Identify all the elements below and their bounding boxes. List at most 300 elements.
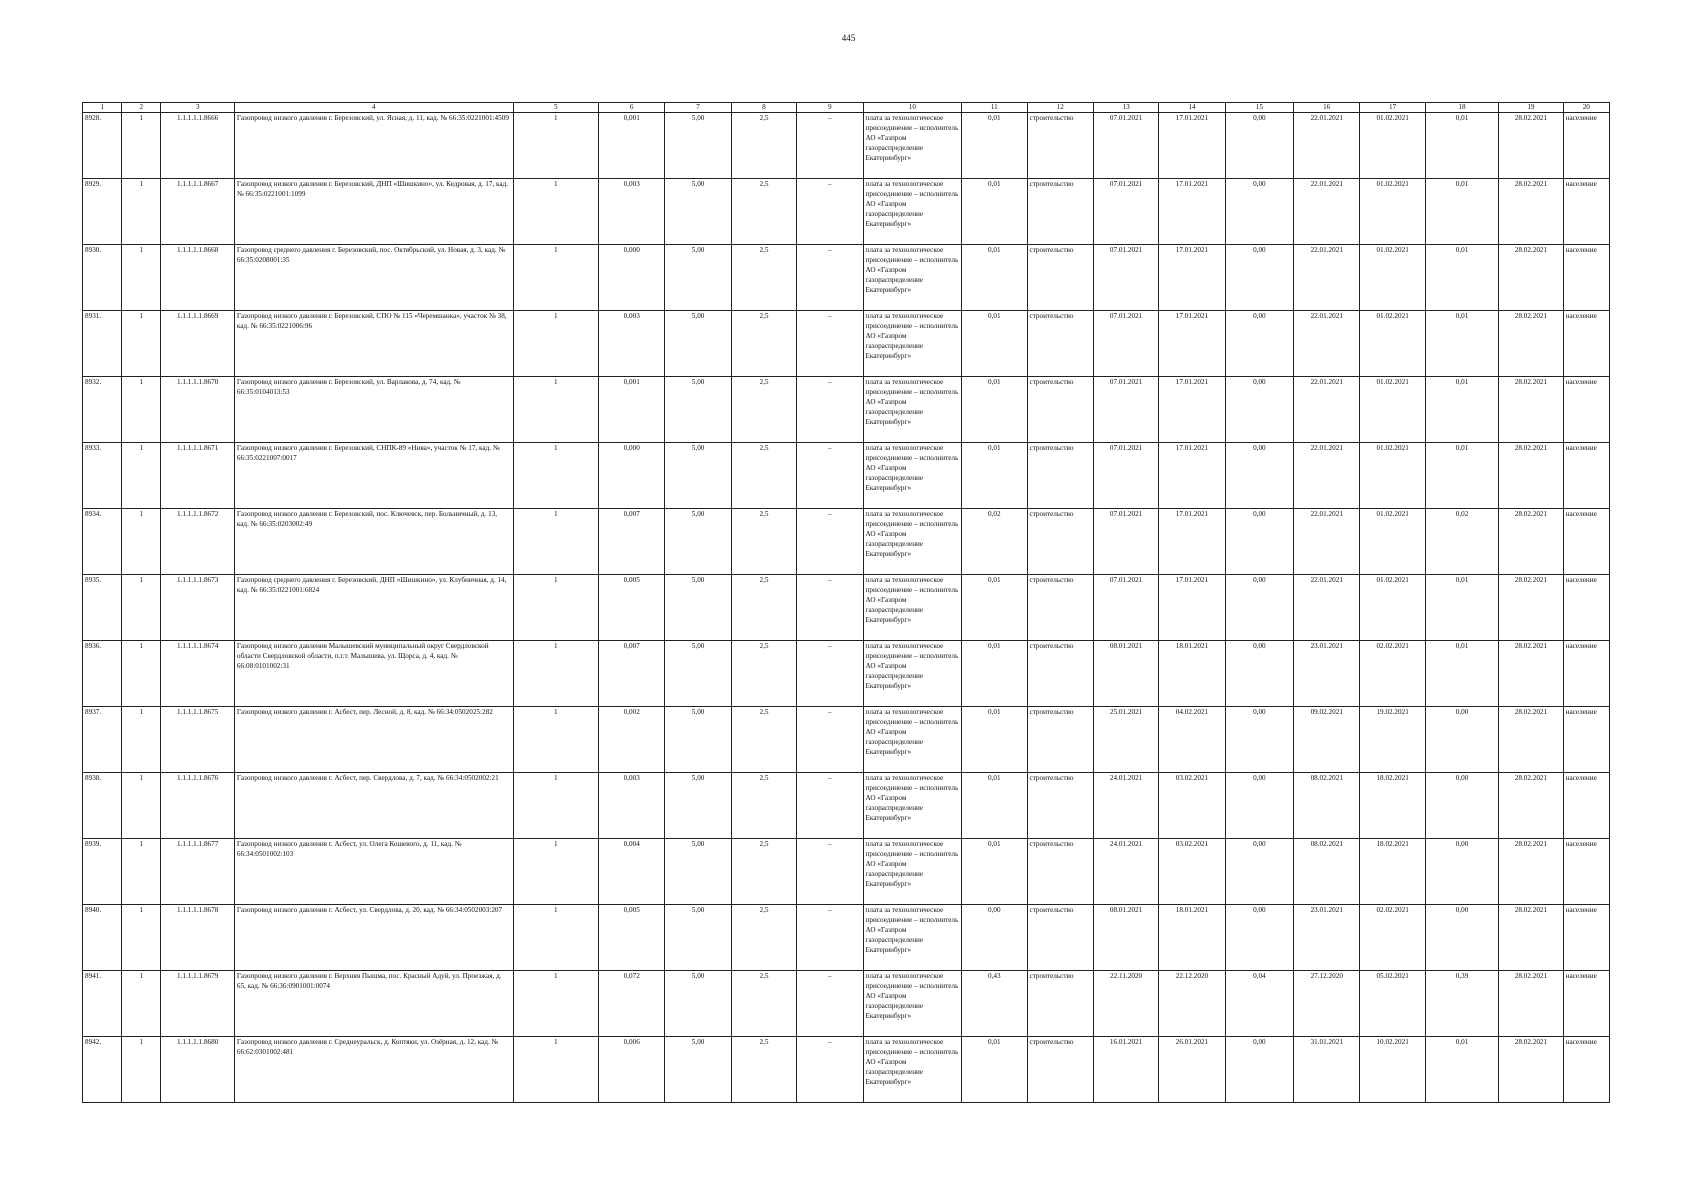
column-14-cell: 26.01.2021 [1159, 1037, 1225, 1103]
column-16-cell: 22.01.2021 [1294, 575, 1360, 641]
column-9-cell: – [797, 641, 863, 707]
column-14-cell: 18.01.2021 [1159, 641, 1225, 707]
code-cell: 1.1.1.1.1.8679 [161, 971, 234, 1037]
column-14-cell: 17.01.2021 [1159, 443, 1225, 509]
column-11-cell: 0,00 [962, 905, 1027, 971]
work-type-cell: строительство [1027, 311, 1093, 377]
description-cell: Газопровод среднего давления г. Березовский, пос. Октябрьский, ул. Новая, д. 3, кад. № 66:35:0208001:35 [234, 245, 513, 311]
row-number-cell: 8928. [83, 113, 122, 179]
column-13-cell: 07.01.2021 [1093, 575, 1158, 641]
column-16-cell: 22.01.2021 [1294, 443, 1360, 509]
page-number: 445 [841, 33, 856, 43]
column-16-cell: 22.01.2021 [1294, 509, 1360, 575]
column-11-cell: 0,01 [962, 773, 1027, 839]
column-15-cell: 0,00 [1225, 245, 1293, 311]
code-cell: 1.1.1.1.1.8675 [161, 707, 234, 773]
column-6-cell: 0,001 [599, 113, 665, 179]
column-15-cell: 0,00 [1225, 839, 1293, 905]
code-cell: 1.1.1.1.1.8673 [161, 575, 234, 641]
column-6-cell: 0,003 [599, 773, 665, 839]
column-15-cell: 0,00 [1225, 509, 1293, 575]
column-2-cell: 1 [122, 311, 161, 377]
category-cell: население [1563, 773, 1609, 839]
column-19-cell: 28.02.2021 [1499, 245, 1563, 311]
description-cell: Газопровод низкого давления г. Березовский, ул. Варлакова, д. 74, кад. № 66:35:0104013:53 [234, 377, 513, 443]
column-header: 20 [1563, 103, 1609, 113]
column-19-cell: 28.02.2021 [1499, 707, 1563, 773]
column-11-cell: 0,01 [962, 179, 1027, 245]
funding-source-cell: плата за технологическое присоединение – исполнитель АО «Газпром газораспределение Екатеринбург» [863, 575, 962, 641]
column-14-cell: 22.12.2020 [1159, 971, 1225, 1037]
table-row [83, 707, 1610, 773]
column-7-cell: 5,00 [665, 707, 731, 773]
column-8-cell: 2,5 [731, 443, 796, 509]
column-7-cell: 5,00 [665, 443, 731, 509]
column-14-cell: 17.01.2021 [1159, 179, 1225, 245]
column-19-cell: 28.02.2021 [1499, 575, 1563, 641]
column-11-cell: 0,43 [962, 971, 1027, 1037]
funding-source-cell: плата за технологическое присоединение – исполнитель АО «Газпром газораспределение Екатеринбург» [863, 245, 962, 311]
table-row [83, 245, 1610, 311]
column-2-cell: 1 [122, 113, 161, 179]
column-13-cell: 07.01.2021 [1093, 377, 1158, 443]
code-cell: 1.1.1.1.1.8676 [161, 773, 234, 839]
row-number-cell: 8932. [83, 377, 122, 443]
column-9-cell: – [797, 509, 863, 575]
column-19-cell: 28.02.2021 [1499, 839, 1563, 905]
column-8-cell: 2,5 [731, 575, 796, 641]
description-cell: Газопровод низкого давления г. Березовский, СПО № 115 «Черемшанка», участок № 38, кад. № 66:35:0221006:96 [234, 311, 513, 377]
column-18-cell: 0,01 [1425, 377, 1498, 443]
column-header: 14 [1159, 103, 1225, 113]
column-7-cell: 5,00 [665, 839, 731, 905]
table-row [83, 773, 1610, 839]
column-7-cell: 5,00 [665, 311, 731, 377]
column-16-cell: 08.02.2021 [1294, 773, 1360, 839]
column-6-cell: 0,000 [599, 443, 665, 509]
row-number-cell: 8930. [83, 245, 122, 311]
work-type-cell: строительство [1027, 575, 1093, 641]
category-cell: население [1563, 443, 1609, 509]
column-11-cell: 0,01 [962, 311, 1027, 377]
column-7-cell: 5,00 [665, 245, 731, 311]
description-cell: Газопровод низкого давления г. Асбест, пер. Лесной, д. 8, кад. № 66:34:0502025:282 [234, 707, 513, 773]
category-cell: население [1563, 575, 1609, 641]
column-19-cell: 28.02.2021 [1499, 311, 1563, 377]
column-header: 9 [797, 103, 863, 113]
work-type-cell: строительство [1027, 839, 1093, 905]
funding-source-cell: плата за технологическое присоединение – исполнитель АО «Газпром газораспределение Екатеринбург» [863, 971, 962, 1037]
column-2-cell: 1 [122, 971, 161, 1037]
column-14-cell: 03.02.2021 [1159, 773, 1225, 839]
column-header: 4 [234, 103, 513, 113]
table-row [83, 179, 1610, 245]
column-18-cell: 0,00 [1425, 773, 1498, 839]
column-13-cell: 25.01.2021 [1093, 707, 1158, 773]
column-header: 10 [863, 103, 962, 113]
column-9-cell: – [797, 773, 863, 839]
column-6-cell: 0,004 [599, 839, 665, 905]
column-7-cell: 5,00 [665, 641, 731, 707]
column-11-cell: 0,02 [962, 509, 1027, 575]
code-cell: 1.1.1.1.1.8668 [161, 245, 234, 311]
column-8-cell: 2,5 [731, 971, 796, 1037]
column-13-cell: 07.01.2021 [1093, 113, 1158, 179]
column-5-cell: 1 [513, 707, 599, 773]
column-18-cell: 0,00 [1425, 839, 1498, 905]
table-row [83, 905, 1610, 971]
funding-source-cell: плата за технологическое присоединение – исполнитель АО «Газпром газораспределение Екатеринбург» [863, 773, 962, 839]
column-2-cell: 1 [122, 773, 161, 839]
description-cell: Газопровод низкого давления г. Асбест, ул. Олега Кошевого, д. 11, кад. № 66:34:0501002:103 [234, 839, 513, 905]
column-8-cell: 2,5 [731, 377, 796, 443]
column-14-cell: 18.01.2021 [1159, 905, 1225, 971]
column-2-cell: 1 [122, 707, 161, 773]
row-number-cell: 8939. [83, 839, 122, 905]
code-cell: 1.1.1.1.1.8671 [161, 443, 234, 509]
row-number-cell: 8933. [83, 443, 122, 509]
column-6-cell: 0,005 [599, 575, 665, 641]
table-body [83, 113, 1610, 1103]
column-18-cell: 0,01 [1425, 1037, 1498, 1103]
column-11-cell: 0,01 [962, 113, 1027, 179]
column-8-cell: 2,5 [731, 1037, 796, 1103]
column-header: 11 [962, 103, 1027, 113]
column-14-cell: 17.01.2021 [1159, 245, 1225, 311]
column-9-cell: – [797, 377, 863, 443]
column-14-cell: 17.01.2021 [1159, 311, 1225, 377]
column-16-cell: 22.01.2021 [1294, 113, 1360, 179]
column-17-cell: 10.02.2021 [1360, 1037, 1425, 1103]
column-15-cell: 0,00 [1225, 707, 1293, 773]
column-5-cell: 1 [513, 641, 599, 707]
category-cell: население [1563, 641, 1609, 707]
column-7-cell: 5,00 [665, 509, 731, 575]
column-14-cell: 17.01.2021 [1159, 113, 1225, 179]
work-type-cell: строительство [1027, 509, 1093, 575]
work-type-cell: строительство [1027, 641, 1093, 707]
description-cell: Газопровод низкого давления г. Березовский, ДНП «Шишкино», ул. Кедровая, д. 17, кад. № 66:35:0221001:1099 [234, 179, 513, 245]
column-13-cell: 24.01.2021 [1093, 839, 1158, 905]
column-11-cell: 0,01 [962, 707, 1027, 773]
column-17-cell: 01.02.2021 [1360, 179, 1425, 245]
column-16-cell: 23.01.2021 [1294, 641, 1360, 707]
column-7-cell: 5,00 [665, 575, 731, 641]
column-5-cell: 1 [513, 443, 599, 509]
row-number-cell: 8935. [83, 575, 122, 641]
work-type-cell: строительство [1027, 773, 1093, 839]
code-cell: 1.1.1.1.1.8680 [161, 1037, 234, 1103]
column-6-cell: 0,072 [599, 971, 665, 1037]
column-header: 6 [599, 103, 665, 113]
funding-source-cell: плата за технологическое присоединение – исполнитель АО «Газпром газораспределение Екатеринбург» [863, 839, 962, 905]
column-14-cell: 04.02.2021 [1159, 707, 1225, 773]
column-9-cell: – [797, 179, 863, 245]
column-5-cell: 1 [513, 311, 599, 377]
column-5-cell: 1 [513, 839, 599, 905]
column-14-cell: 17.01.2021 [1159, 575, 1225, 641]
code-cell: 1.1.1.1.1.8667 [161, 179, 234, 245]
row-number-cell: 8941. [83, 971, 122, 1037]
column-15-cell: 0,00 [1225, 575, 1293, 641]
column-17-cell: 01.02.2021 [1360, 245, 1425, 311]
column-5-cell: 1 [513, 377, 599, 443]
column-6-cell: 0,003 [599, 179, 665, 245]
row-number-cell: 8929. [83, 179, 122, 245]
column-13-cell: 07.01.2021 [1093, 509, 1158, 575]
description-cell: Газопровод низкого давления г. Березовский, ул. Ясная, д. 11, кад. № 66:35:0221001:4509 [234, 113, 513, 179]
column-6-cell: 0,001 [599, 377, 665, 443]
row-number-cell: 8938. [83, 773, 122, 839]
column-6-cell: 0,007 [599, 641, 665, 707]
column-13-cell: 07.01.2021 [1093, 245, 1158, 311]
column-5-cell: 1 [513, 905, 599, 971]
column-7-cell: 5,00 [665, 1037, 731, 1103]
column-13-cell: 16.01.2021 [1093, 1037, 1158, 1103]
column-header: 5 [513, 103, 599, 113]
column-11-cell: 0,01 [962, 377, 1027, 443]
column-13-cell: 07.01.2021 [1093, 311, 1158, 377]
table-row [83, 971, 1610, 1037]
column-15-cell: 0,00 [1225, 179, 1293, 245]
column-19-cell: 28.02.2021 [1499, 905, 1563, 971]
row-number-cell: 8940. [83, 905, 122, 971]
column-18-cell: 0,01 [1425, 575, 1498, 641]
row-number-cell: 8931. [83, 311, 122, 377]
column-6-cell: 0,007 [599, 509, 665, 575]
work-type-cell: строительство [1027, 905, 1093, 971]
column-2-cell: 1 [122, 839, 161, 905]
column-6-cell: 0,006 [599, 1037, 665, 1103]
description-cell: Газопровод низкого давления г. Верхняя Пышма, пос. Красный Адуй, ул. Проезжая, д. 65, кад. № 66:36:0901001:0074 [234, 971, 513, 1037]
column-8-cell: 2,5 [731, 707, 796, 773]
column-2-cell: 1 [122, 575, 161, 641]
column-7-cell: 5,00 [665, 377, 731, 443]
category-cell: население [1563, 377, 1609, 443]
funding-source-cell: плата за технологическое присоединение – исполнитель АО «Газпром газораспределение Екатеринбург» [863, 179, 962, 245]
work-type-cell: строительство [1027, 245, 1093, 311]
column-8-cell: 2,5 [731, 179, 796, 245]
column-18-cell: 0,01 [1425, 311, 1498, 377]
column-16-cell: 22.01.2021 [1294, 245, 1360, 311]
row-number-cell: 8937. [83, 707, 122, 773]
funding-source-cell: плата за технологическое присоединение – исполнитель АО «Газпром газораспределение Екатеринбург» [863, 509, 962, 575]
column-9-cell: – [797, 443, 863, 509]
column-2-cell: 1 [122, 1037, 161, 1103]
table-row [83, 443, 1610, 509]
column-7-cell: 5,00 [665, 113, 731, 179]
column-header: 2 [122, 103, 161, 113]
column-7-cell: 5,00 [665, 971, 731, 1037]
column-16-cell: 31.01.2021 [1294, 1037, 1360, 1103]
column-15-cell: 0,00 [1225, 773, 1293, 839]
column-16-cell: 22.01.2021 [1294, 311, 1360, 377]
column-19-cell: 28.02.2021 [1499, 179, 1563, 245]
column-9-cell: – [797, 1037, 863, 1103]
column-2-cell: 1 [122, 245, 161, 311]
table-row [83, 113, 1610, 179]
code-cell: 1.1.1.1.1.8669 [161, 311, 234, 377]
column-11-cell: 0,01 [962, 443, 1027, 509]
category-cell: население [1563, 311, 1609, 377]
work-type-cell: строительство [1027, 443, 1093, 509]
table-row [83, 377, 1610, 443]
column-13-cell: 24.01.2021 [1093, 773, 1158, 839]
column-16-cell: 22.01.2021 [1294, 179, 1360, 245]
column-6-cell: 0,005 [599, 905, 665, 971]
column-8-cell: 2,5 [731, 245, 796, 311]
category-cell: население [1563, 839, 1609, 905]
table-row [83, 575, 1610, 641]
column-19-cell: 28.02.2021 [1499, 773, 1563, 839]
column-19-cell: 28.02.2021 [1499, 971, 1563, 1037]
header-row [83, 103, 1610, 113]
column-8-cell: 2,5 [731, 113, 796, 179]
column-19-cell: 28.02.2021 [1499, 377, 1563, 443]
column-16-cell: 27.12.2020 [1294, 971, 1360, 1037]
column-2-cell: 1 [122, 377, 161, 443]
work-type-cell: строительство [1027, 1037, 1093, 1103]
column-17-cell: 01.02.2021 [1360, 113, 1425, 179]
category-cell: население [1563, 113, 1609, 179]
column-15-cell: 0,00 [1225, 377, 1293, 443]
column-2-cell: 1 [122, 905, 161, 971]
column-18-cell: 0,01 [1425, 641, 1498, 707]
category-cell: население [1563, 1037, 1609, 1103]
column-11-cell: 0,01 [962, 245, 1027, 311]
category-cell: население [1563, 509, 1609, 575]
column-5-cell: 1 [513, 1037, 599, 1103]
column-11-cell: 0,01 [962, 575, 1027, 641]
column-13-cell: 07.01.2021 [1093, 443, 1158, 509]
column-5-cell: 1 [513, 245, 599, 311]
category-cell: население [1563, 971, 1609, 1037]
column-9-cell: – [797, 839, 863, 905]
column-7-cell: 5,00 [665, 905, 731, 971]
column-15-cell: 0,00 [1225, 1037, 1293, 1103]
column-18-cell: 0,39 [1425, 971, 1498, 1037]
column-17-cell: 01.02.2021 [1360, 575, 1425, 641]
table-row [83, 1037, 1610, 1103]
work-type-cell: строительство [1027, 113, 1093, 179]
column-15-cell: 0,00 [1225, 443, 1293, 509]
column-13-cell: 08.01.2021 [1093, 641, 1158, 707]
column-2-cell: 1 [122, 509, 161, 575]
description-cell: Газопровод низкого давления Малышевский муниципальный округ Свердловской области Свердловской области, п.г.т. Малышева, ул. Щорса, д. 4, кад. № 66:08:0101002:31 [234, 641, 513, 707]
column-17-cell: 01.02.2021 [1360, 509, 1425, 575]
column-7-cell: 5,00 [665, 179, 731, 245]
code-cell: 1.1.1.1.1.8670 [161, 377, 234, 443]
column-8-cell: 2,5 [731, 641, 796, 707]
column-5-cell: 1 [513, 113, 599, 179]
column-5-cell: 1 [513, 971, 599, 1037]
column-18-cell: 0,02 [1425, 509, 1498, 575]
column-8-cell: 2,5 [731, 509, 796, 575]
code-cell: 1.1.1.1.1.8672 [161, 509, 234, 575]
column-9-cell: – [797, 707, 863, 773]
category-cell: население [1563, 245, 1609, 311]
table-row [83, 641, 1610, 707]
work-type-cell: строительство [1027, 179, 1093, 245]
column-15-cell: 0,00 [1225, 905, 1293, 971]
column-15-cell: 0,00 [1225, 311, 1293, 377]
column-17-cell: 01.02.2021 [1360, 443, 1425, 509]
column-16-cell: 09.02.2021 [1294, 707, 1360, 773]
column-9-cell: – [797, 971, 863, 1037]
column-19-cell: 28.02.2021 [1499, 641, 1563, 707]
table-row [83, 311, 1610, 377]
column-8-cell: 2,5 [731, 773, 796, 839]
column-19-cell: 28.02.2021 [1499, 1037, 1563, 1103]
category-cell: население [1563, 179, 1609, 245]
description-cell: Газопровод низкого давления г. Березовский, пос. Ключевск, пер. Больничный, д. 13, кад. № 66:35:0203002:49 [234, 509, 513, 575]
column-13-cell: 22.11.2020 [1093, 971, 1158, 1037]
column-7-cell: 5,00 [665, 773, 731, 839]
column-14-cell: 17.01.2021 [1159, 377, 1225, 443]
row-number-cell: 8936. [83, 641, 122, 707]
column-header: 8 [731, 103, 796, 113]
column-18-cell: 0,00 [1425, 707, 1498, 773]
funding-source-cell: плата за технологическое присоединение – исполнитель АО «Газпром газораспределение Екатеринбург» [863, 707, 962, 773]
column-header: 15 [1225, 103, 1293, 113]
column-8-cell: 2,5 [731, 905, 796, 971]
column-17-cell: 01.02.2021 [1360, 377, 1425, 443]
column-11-cell: 0,01 [962, 1037, 1027, 1103]
code-cell: 1.1.1.1.1.8677 [161, 839, 234, 905]
funding-source-cell: плата за технологическое присоединение – исполнитель АО «Газпром газораспределение Екатеринбург» [863, 113, 962, 179]
code-cell: 1.1.1.1.1.8674 [161, 641, 234, 707]
funding-source-cell: плата за технологическое присоединение – исполнитель АО «Газпром газораспределение Екатеринбург» [863, 377, 962, 443]
column-8-cell: 2,5 [731, 311, 796, 377]
column-2-cell: 1 [122, 179, 161, 245]
column-17-cell: 02.02.2021 [1360, 905, 1425, 971]
column-header: 16 [1294, 103, 1360, 113]
column-2-cell: 1 [122, 443, 161, 509]
column-header: 12 [1027, 103, 1093, 113]
table-row [83, 839, 1610, 905]
column-header: 18 [1425, 103, 1498, 113]
description-cell: Газопровод низкого давления г. Асбест, пер. Свердлова, д. 7, кад. № 66:34:0502002:21 [234, 773, 513, 839]
column-header: 3 [161, 103, 234, 113]
column-18-cell: 0,01 [1425, 245, 1498, 311]
column-11-cell: 0,01 [962, 641, 1027, 707]
column-16-cell: 23.01.2021 [1294, 905, 1360, 971]
column-15-cell: 0,04 [1225, 971, 1293, 1037]
code-cell: 1.1.1.1.1.8666 [161, 113, 234, 179]
code-cell: 1.1.1.1.1.8678 [161, 905, 234, 971]
column-17-cell: 01.02.2021 [1360, 311, 1425, 377]
register-table [82, 102, 1610, 1103]
column-11-cell: 0,01 [962, 839, 1027, 905]
column-15-cell: 0,00 [1225, 113, 1293, 179]
column-18-cell: 0,01 [1425, 443, 1498, 509]
column-5-cell: 1 [513, 179, 599, 245]
funding-source-cell: плата за технологическое присоединение – исполнитель АО «Газпром газораспределение Екатеринбург» [863, 641, 962, 707]
column-header: 1 [83, 103, 122, 113]
column-9-cell: – [797, 311, 863, 377]
column-header: 7 [665, 103, 731, 113]
column-18-cell: 0,01 [1425, 179, 1498, 245]
column-14-cell: 03.02.2021 [1159, 839, 1225, 905]
row-number-cell: 8942. [83, 1037, 122, 1103]
column-19-cell: 28.02.2021 [1499, 509, 1563, 575]
description-cell: Газопровод низкого давления г. Среднеуральск, д. Коптяки, ул. Озёрная, д. 12, кад. № 66:62:0301002:481 [234, 1037, 513, 1103]
table-row [83, 509, 1610, 575]
column-17-cell: 18.02.2021 [1360, 839, 1425, 905]
column-5-cell: 1 [513, 773, 599, 839]
column-15-cell: 0,00 [1225, 641, 1293, 707]
column-9-cell: – [797, 245, 863, 311]
